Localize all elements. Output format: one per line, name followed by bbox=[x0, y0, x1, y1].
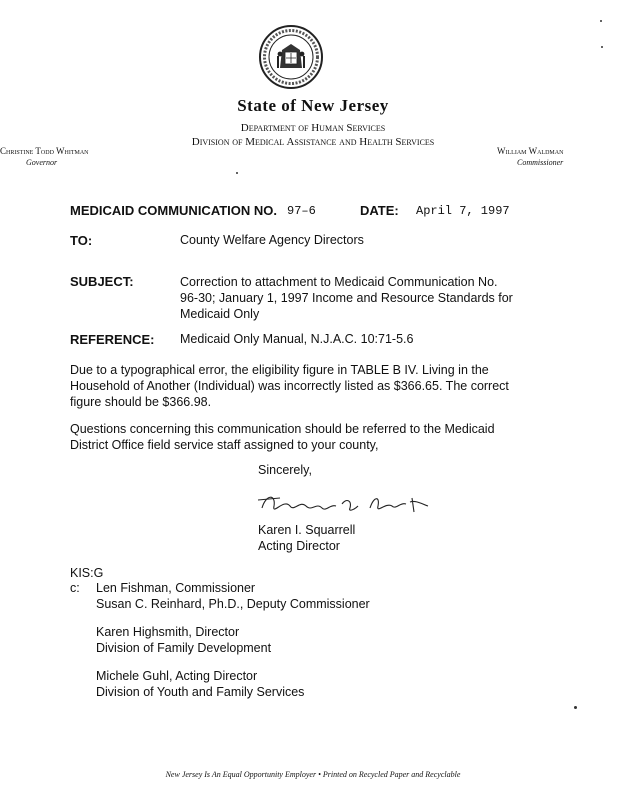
state-seal-logo bbox=[258, 24, 324, 90]
signer-title: Acting Director bbox=[258, 539, 340, 553]
cc-recipient: Karen Highsmith, Director bbox=[96, 625, 240, 639]
governor-title: Governor bbox=[26, 158, 58, 167]
date-label: DATE: bbox=[360, 203, 399, 218]
communication-number: 97–6 bbox=[287, 204, 316, 218]
cc-label: c: bbox=[70, 581, 80, 595]
cc-recipient: Division of Family Development bbox=[96, 641, 272, 655]
reference-value: Medicaid Only Manual, N.J.A.C. 10:71-5.6 bbox=[180, 332, 414, 346]
body-paragraph-2: Questions concerning this communication should be referred to the Medicaid District Office field service staff assigned to your county, bbox=[70, 422, 495, 452]
footer-note: New Jersey Is An Equal Opportunity Employer • Printed on Recycled Paper and Recyclable bbox=[165, 770, 461, 779]
scan-speck bbox=[601, 46, 603, 48]
cc-recipient: Len Fishman, Commissioner bbox=[96, 581, 256, 595]
cc-recipient: Susan C. Reinhard, Ph.D., Deputy Commissioner bbox=[96, 597, 370, 611]
closing-salutation: Sincerely, bbox=[258, 463, 312, 477]
scan-speck bbox=[600, 20, 602, 22]
cc-recipient: Division of Youth and Family Services bbox=[96, 685, 305, 699]
date-value: April 7, 1997 bbox=[416, 204, 510, 218]
subject-text: Correction to attachment to Medicaid Communication No. 96-30; January 1, 1997 Income and Resource Standards for Medicaid Only bbox=[180, 275, 513, 321]
department-name: Department of Human Services bbox=[240, 122, 386, 134]
communication-label: MEDICAID COMMUNICATION NO. bbox=[70, 203, 278, 218]
cc-recipient: Michele Guhl, Acting Director bbox=[96, 669, 258, 683]
reference-label: REFERENCE: bbox=[70, 332, 155, 347]
division-name: Division of Medical Assistance and Health Services bbox=[191, 136, 435, 148]
body-paragraph-1: Due to a typographical error, the eligibility figure in TABLE B IV. Living in the Household of Another (Individual) was incorrectly listed as $366.65. The correct figure should be $366.98. bbox=[70, 363, 509, 409]
handwritten-signature bbox=[254, 488, 434, 522]
state-title: State of New Jersey bbox=[237, 96, 389, 115]
signer-name: Karen I. Squarrell bbox=[258, 523, 356, 537]
to-label: TO: bbox=[70, 233, 93, 248]
governor-name: Christine Todd Whitman bbox=[0, 146, 89, 156]
typist-initials: KIS:G bbox=[70, 566, 104, 580]
commissioner-name: William Waldman bbox=[497, 146, 564, 156]
subject-label: SUBJECT: bbox=[70, 274, 134, 289]
to-value: County Welfare Agency Directors bbox=[180, 233, 364, 247]
scan-speck bbox=[574, 706, 577, 709]
commissioner-title: Commissioner bbox=[517, 158, 564, 167]
scan-speck bbox=[236, 172, 238, 174]
